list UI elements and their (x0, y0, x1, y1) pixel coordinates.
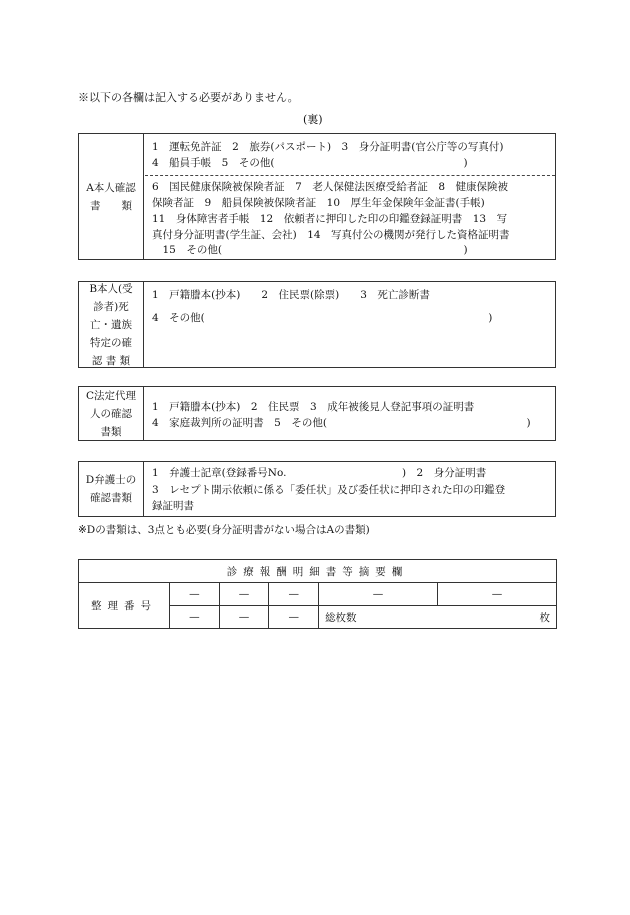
section-c-label (79, 387, 144, 440)
note-section-d: ※Dの書類は、3点とも必要(身分証明書がない場合はAの書類) (78, 524, 370, 536)
total-sheets-cell[interactable] (319, 606, 557, 629)
section-c-label-text: C法定代理 人の確認 書類 (85, 389, 137, 438)
section-a-label-text: A本人確認 書 類 (86, 181, 136, 212)
section-b-deceased-documents (78, 281, 556, 368)
section-d-line-3: 録証明書 (152, 500, 194, 512)
section-c-legal-representative-documents (78, 386, 556, 441)
section-c-line-2: 4 家庭裁判所の証明書 5 その他( ) (152, 417, 531, 429)
section-d-line-1: 1 弁護士記章(登録番号No. ) 2 身分証明書 (152, 467, 487, 479)
section-b-line-1: 1 戸籍謄本(抄本) 2 住民票(除票) 3 死亡診断書 (152, 289, 430, 301)
section-a-line-6: 真付身分証明書(学生証、会社) 14 写真付公の機関が発行した資格証明書 (152, 229, 510, 241)
reference-number-cell[interactable]: — (219, 606, 269, 629)
reference-number-cell[interactable]: — (269, 606, 319, 629)
reverse-side-label: (裏) (303, 113, 323, 126)
section-a-line-5: 11 身体障害者手帳 12 依頼者に押印した印の印鑑登録証明書 13 写 (152, 213, 508, 225)
section-a-divider (145, 175, 555, 176)
section-d-label (79, 462, 144, 516)
section-d-line-2: 3 レセプト開示依頼に係る「委任状」及び委任状に押印された印の印鑑登 (152, 484, 506, 496)
reference-number-cell[interactable]: — (170, 583, 220, 606)
section-a-label (79, 134, 144, 259)
section-a-line-2: 4 船員手帳 5 その他( ) (152, 157, 468, 169)
reference-number-cell[interactable]: — (269, 583, 319, 606)
summary-table (78, 559, 557, 629)
section-c-line-1: 1 戸籍謄本(抄本) 2 住民票 3 成年被後見人登記事項の証明書 (152, 401, 475, 413)
section-a-line-4: 保険者証 9 船員保険被保険者証 10 厚生年金保険年金証書(手帳) (152, 197, 485, 209)
summary-title: 診療報酬明細書等摘要欄 (79, 560, 557, 583)
sheets-unit: 枚 (539, 611, 550, 624)
section-a-identity-documents (78, 133, 556, 260)
total-sheets-label: 総枚数 (325, 611, 357, 624)
reference-number-cell[interactable]: — (437, 583, 556, 606)
note-not-required: ※以下の各欄は記入する必要がありません。 (78, 91, 299, 104)
reference-number-cell[interactable]: — (219, 583, 269, 606)
section-a-line-1: 1 運転免許証 2 旅券(パスポート) 3 身分証明書(官公庁等の写真付) (152, 141, 504, 153)
section-b-line-2: 4 その他( ) (152, 312, 493, 324)
section-b-label-text: B本人(受 診者)死 亡・遺族 特定の確 認 書 類 (89, 282, 133, 367)
section-d-lawyer-documents (78, 461, 556, 517)
section-b-label (79, 282, 144, 367)
section-a-line-3: 6 国民健康保険被保険者証 7 老人保健法医療受給者証 8 健康保険被 (152, 181, 509, 193)
section-d-label-text: D弁護士の 確認書類 (85, 474, 137, 504)
section-a-line-7: 15 その他( ) (152, 244, 468, 256)
reference-number-label: 整理番号 (79, 583, 170, 629)
reference-number-cell[interactable]: — (170, 606, 220, 629)
reference-number-cell[interactable]: — (319, 583, 438, 606)
